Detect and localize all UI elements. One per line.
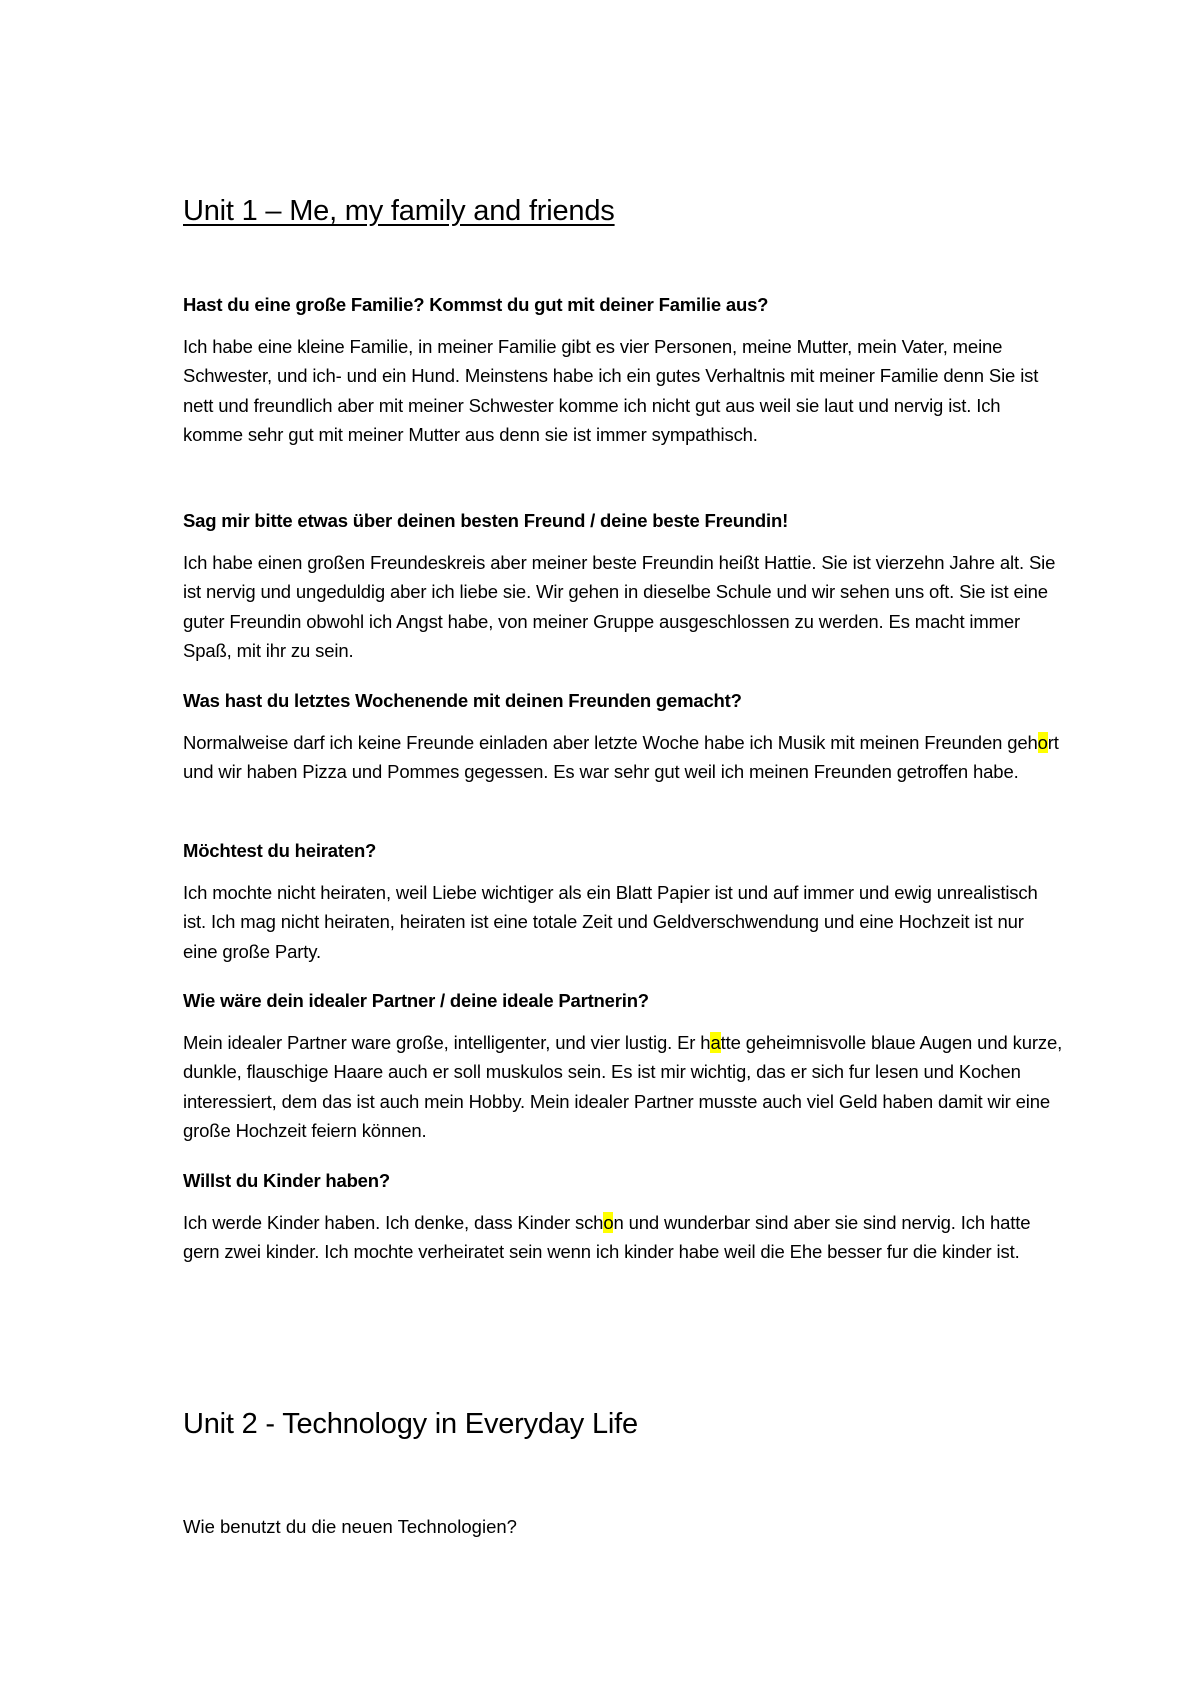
- question-weekend: Was hast du letztes Wochenende mit deinen Freunden gemacht?: [183, 690, 742, 711]
- section-children: [183, 1166, 1063, 1267]
- section-weekend: [183, 686, 1063, 787]
- question-marriage: Möchtest du heiraten?: [183, 840, 377, 861]
- question-best-friend: Sag mir bitte etwas über deinen besten Freund / deine beste Freundin!: [183, 510, 789, 531]
- section-family: [183, 290, 1063, 450]
- answer-weekend-text-2: rt und wir haben Pizza und Pommes gegessen. Es war sehr gut weil ich meinen Freunden getroffen habe.: [183, 732, 1059, 783]
- answer-partner-text-2: tte geheimnisvolle blaue Augen und kurze, dunkle, flauschige Haare auch er soll muskulos sein. Es ist mir wichtig, das er sich fur lesen und Kochen interessiert, dem das ist auch mein Hobby. Mein idealer Partner musste auch viel Geld haben damit wir eine große Hochzeit feiern können.: [183, 1032, 1063, 1142]
- highlighted-letter: o: [603, 1212, 614, 1233]
- question-family: Hast du eine große Familie? Kommst du gut mit deiner Familie aus?: [183, 294, 769, 315]
- answer-weekend-text-1: Normalweise darf ich keine Freunde einladen aber letzte Woche habe ich Musik mit meinen Freunden geh: [183, 732, 1038, 753]
- highlighted-letter: a: [710, 1032, 721, 1053]
- unit2-title: Unit 2 - Technology in Everyday Life: [183, 1408, 638, 1440]
- answer-children-text-1: Ich werde Kinder haben. Ich denke, dass Kinder sch: [183, 1212, 604, 1233]
- answer-marriage: Ich mochte nicht heiraten, weil Liebe wichtiger als ein Blatt Papier ist und auf immer und ewig unrealistisch ist. Ich mag nicht heiraten, heiraten ist eine totale Zeit und Geldverschwendung und eine Hochzeit ist nur eine große Party.: [183, 882, 1038, 962]
- unit1-title: Unit 1 – Me, my family and friends: [183, 195, 615, 227]
- document-page: [183, 0, 1063, 1696]
- answer-ideal-partner: [183, 1028, 1063, 1146]
- highlighted-letter: o: [1037, 732, 1048, 753]
- question-children: Willst du Kinder haben?: [183, 1170, 390, 1191]
- answer-family: Ich habe eine kleine Familie, in meiner Familie gibt es vier Personen, meine Mutter, mein Vater, meine Schwester, und ich- und ein Hund. Meinstens habe ich ein gutes Verhaltnis mit meiner Familie denn Sie ist nett und freundlich aber mit meiner Schwester komme ich nicht gut aus weil sie laut und nervig ist. Ich komme sehr gut mit meiner Mutter aus denn sie ist immer sympathisch.: [183, 336, 1039, 446]
- question-ideal-partner: Wie wäre dein idealer Partner / deine ideale Partnerin?: [183, 990, 649, 1011]
- answer-weekend: [183, 728, 1063, 787]
- section-ideal-partner: [183, 986, 1063, 1146]
- answer-best-friend: Ich habe einen großen Freundeskreis aber meiner beste Freundin heißt Hattie. Sie ist vierzehn Jahre alt. Sie ist nervig und ungeduldig aber ich liebe sie. Wir gehen in dieselbe Schule und wir sehen uns oft. Sie ist eine guter Freundin obwohl ich Angst habe, von meiner Gruppe ausgeschlossen zu werden. Es macht immer Spaß, mit ihr zu sein.: [183, 552, 1056, 662]
- section-marriage: [183, 836, 1063, 966]
- answer-children: [183, 1208, 1063, 1267]
- unit2-question: Wie benutzt du die neuen Technologien?: [183, 1516, 517, 1537]
- section-best-friend: [183, 506, 1063, 666]
- answer-partner-text-1: Mein idealer Partner ware große, intelligenter, und vier lustig. Er h: [183, 1032, 711, 1053]
- answer-children-text-2: n und wunderbar sind aber sie sind nervig. Ich hatte gern zwei kinder. Ich mochte verheiratet sein wenn ich kinder habe weil die Ehe besser fur die kinder ist.: [183, 1212, 1031, 1263]
